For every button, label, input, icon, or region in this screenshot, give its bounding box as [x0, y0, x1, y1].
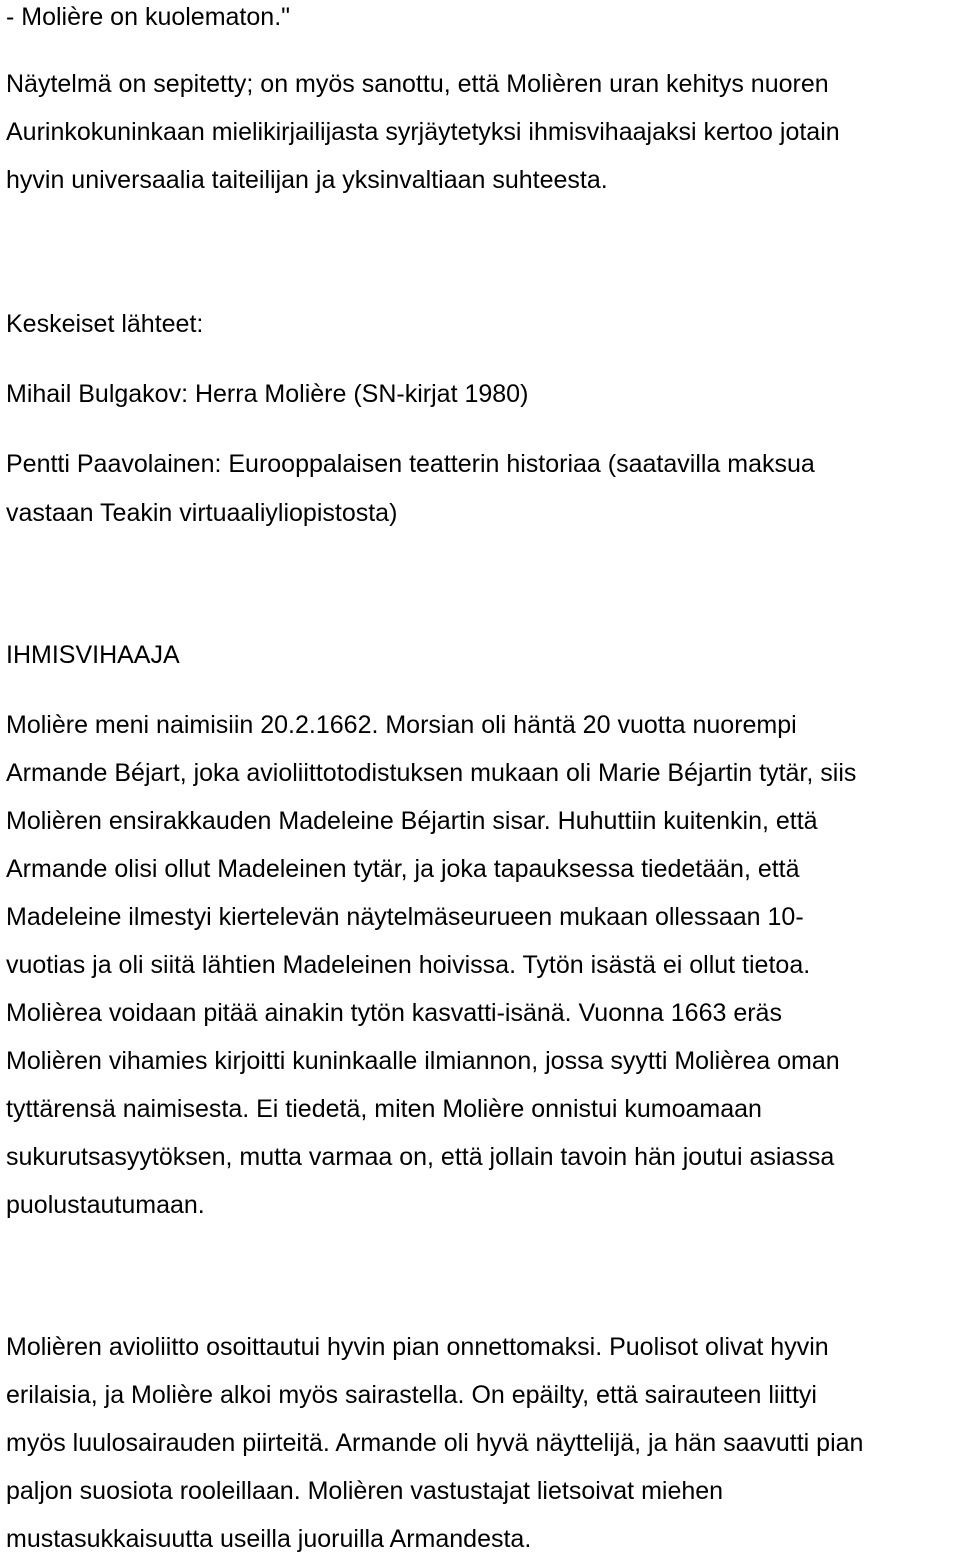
sources-heading: Keskeiset lähteet:	[6, 310, 204, 338]
top-line: - Molière on kuolematon."	[6, 3, 291, 31]
text-line: Molière meni naimisiin 20.2.1662. Morsian oli häntä 20 vuotta nuorempi	[6, 711, 797, 739]
text-line: Molièrea voidaan pitää ainakin tytön kasvatti-isänä. Vuonna 1663 eräs	[6, 999, 782, 1027]
text-line: puolustautumaan.	[6, 1191, 205, 1219]
text-line: Molièren ensirakkauden Madeleine Béjartin sisar. Huhuttiin kuitenkin, että	[6, 807, 818, 835]
section-heading: IHMISVIHAAJA	[6, 641, 180, 669]
text-line: myös luulosairauden piirteitä. Armande oli hyvä näyttelijä, ja hän saavutti pian	[6, 1429, 864, 1457]
text-line: Molièren vihamies kirjoitti kuninkaalle ilmiannon, jossa syytti Molièrea oman	[6, 1047, 840, 1075]
text-line: paljon suosiota rooleillaan. Molièren vastustajat lietsoivat miehen	[6, 1477, 724, 1505]
text-line: Näytelmä on sepitetty; on myös sanottu, että Molièren uran kehitys nuoren	[6, 70, 829, 98]
source-entry: Mihail Bulgakov: Herra Molière (SN-kirjat 1980)	[6, 380, 529, 408]
text-line: Pentti Paavolainen: Eurooppalaisen teatterin historiaa (saatavilla maksua	[6, 450, 815, 478]
text-line: Molièren avioliitto osoittautui hyvin pian onnettomaksi. Puolisot olivat hyvin	[6, 1333, 829, 1361]
text-line: Aurinkokuninkaan mielikirjailijasta syrjäytetyksi ihmisvihaajaksi kertoo jotain	[6, 118, 840, 146]
text-line: hyvin universaalia taiteilijan ja yksinvaltiaan suhteesta.	[6, 166, 608, 194]
text-line: Armande Béjart, joka avioliittotodistuksen mukaan oli Marie Béjartin tytär, siis	[6, 759, 857, 787]
text-line: tyttärensä naimisesta. Ei tiedetä, miten Molière onnistui kumoamaan	[6, 1095, 762, 1123]
text-line: vuotias ja oli siitä lähtien Madeleinen hoivissa. Tytön isästä ei ollut tietoa.	[6, 951, 811, 979]
text-line: Armande olisi ollut Madeleinen tytär, ja joka tapauksessa tiedetään, että	[6, 855, 800, 883]
text-line: sukurutsasyytöksen, mutta varmaa on, että jollain tavoin hän joutui asiassa	[6, 1143, 835, 1171]
text-line: mustasukkaisuutta useilla juoruilla Armandesta.	[6, 1525, 532, 1553]
text-line: erilaisia, ja Molière alkoi myös sairastella. On epäilty, että sairauteen liittyi	[6, 1381, 817, 1409]
text-line: vastaan Teakin virtuaaliyliopistosta)	[6, 499, 398, 527]
text-line: Madeleine ilmestyi kiertelevän näytelmäseurueen mukaan ollessaan 10-	[6, 903, 804, 931]
